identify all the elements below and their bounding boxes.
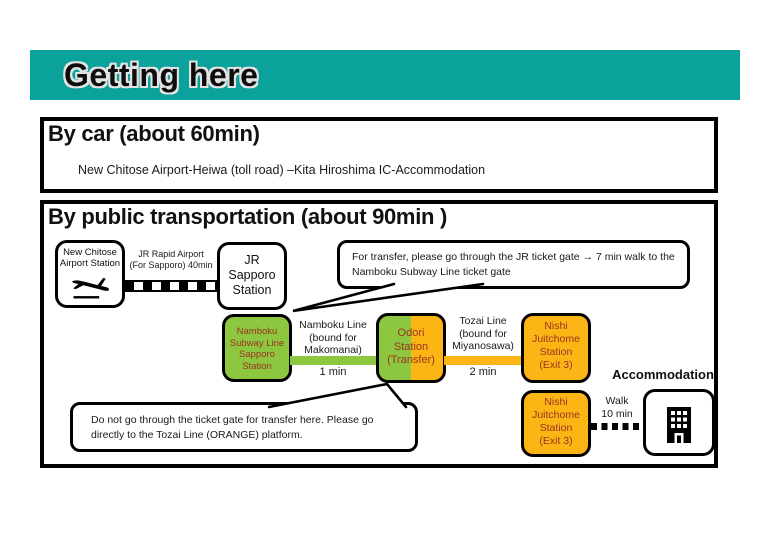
gate-note-callout: Do not go through the ticket gate for transfer here. Please go directly to the Tozai Line (ORANGE) platform. bbox=[70, 402, 418, 452]
header-banner bbox=[30, 50, 740, 100]
tozai-travel-time: 2 min bbox=[469, 366, 497, 378]
walk-time-label: Walk 10 min bbox=[601, 395, 633, 420]
accommodation-label: Accommodation bbox=[612, 367, 714, 382]
jr-rail-line bbox=[123, 280, 219, 292]
tozai-line-connector bbox=[444, 356, 522, 365]
jr-rapid-airport-label: JR Rapid Airport (For Sapporo) 40min bbox=[129, 249, 213, 270]
page-title: Getting here bbox=[64, 57, 259, 93]
namboku-subway-sapporo-station-node: Namboku Subway Line Sapporo Station bbox=[222, 314, 292, 382]
walk-dotted-connector bbox=[591, 423, 644, 430]
namboku-travel-time: 1 min bbox=[319, 366, 347, 378]
by-car-route-text: New Chitose Airport-Heiwa (toll road) –Kita Hiroshima IC-Accommodation bbox=[78, 163, 486, 177]
airplane-icon bbox=[58, 271, 122, 305]
new-chitose-airport-station-node: New Chitose Airport Station bbox=[55, 240, 125, 308]
nishi-juitchome-station-node-lower: Nishi Juitchome Station (Exit 3) bbox=[521, 390, 591, 457]
transfer-note-callout: For transfer, please go through the JR ticket gate → 7 min walk to the Namboku Subway Line ticket gate bbox=[337, 240, 690, 289]
jr-sapporo-station-node: JR Sapporo Station bbox=[217, 242, 287, 310]
odori-station-node: Odori Station (Transfer) bbox=[376, 313, 446, 383]
nishi-juitchome-station-node-upper: Nishi Juitchome Station (Exit 3) bbox=[521, 313, 591, 383]
namboku-line-connector bbox=[290, 356, 378, 365]
tozai-line-label: Tozai Line (bound for Miyanosawa) bbox=[452, 315, 514, 352]
building-icon bbox=[661, 433, 697, 450]
by-car-heading: By car (about 60min) bbox=[48, 121, 260, 146]
namboku-line-label: Namboku Line (bound for Makomanai) bbox=[299, 319, 367, 356]
airport-station-label: New Chitose bbox=[63, 247, 117, 258]
accommodation-node bbox=[643, 389, 715, 456]
by-public-heading: By public transportation (about 90min ) bbox=[48, 204, 447, 229]
